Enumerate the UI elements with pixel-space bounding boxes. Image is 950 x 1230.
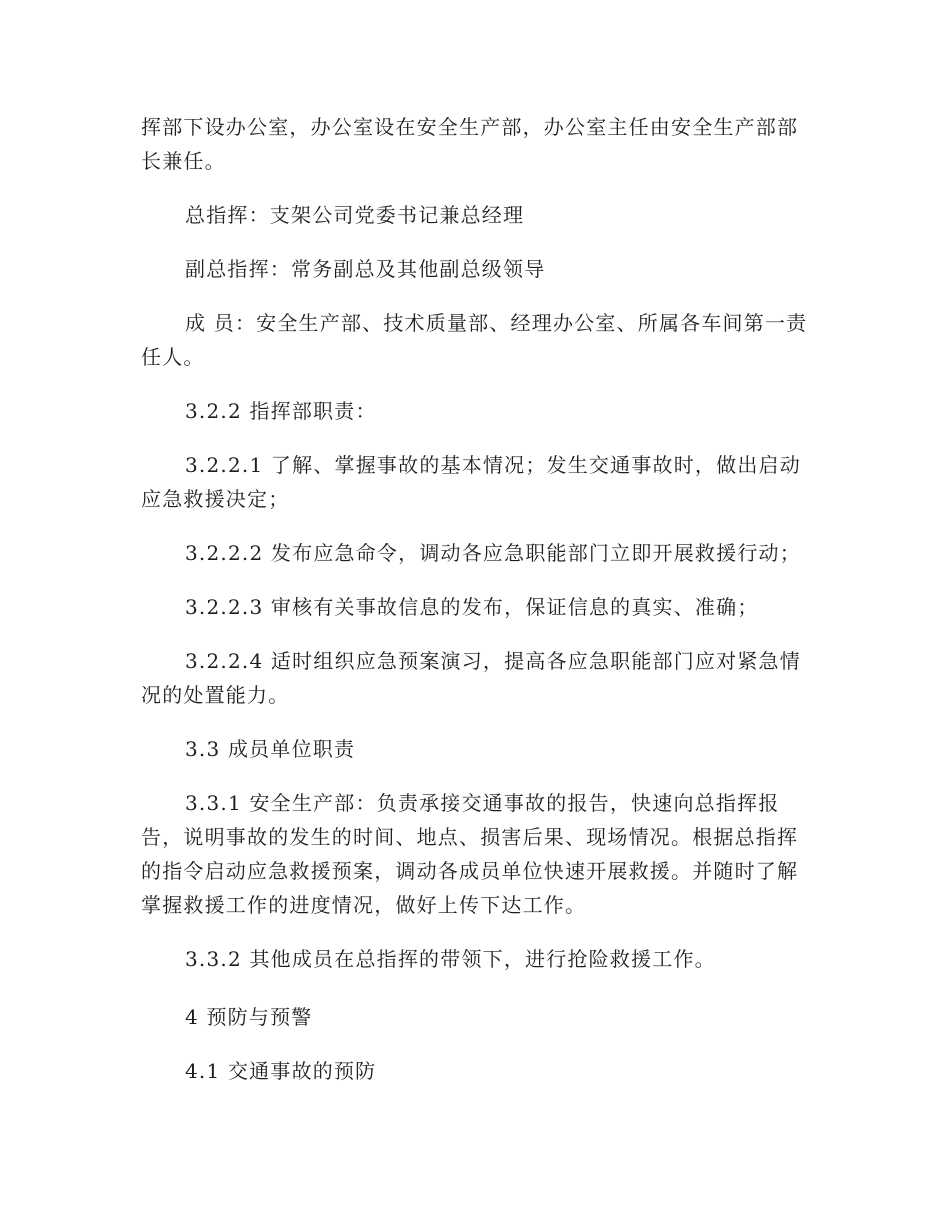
paragraph-3-2-2-1: 3.2.2.1 了解、掌握事故的基本情况；发生交通事故时，做出启动应急救援决定；: [141, 453, 801, 511]
paragraph-3-2-2-4: 3.2.2.4 适时组织应急预案演习，提高各应急职能部门应对紧急情况的处置能力。: [141, 649, 801, 707]
paragraph-members: 成 员：安全生产部、技术质量部、经理办公室、所属各车间第一责任人。: [141, 311, 808, 369]
heading-3-2-2: 3.2.2 指挥部职责：: [185, 399, 377, 423]
heading-4-1: 4.1 交通事故的预防: [185, 1059, 377, 1083]
paragraph-3-2-2-3: 3.2.2.3 审核有关事故信息的发布，保证信息的真实、准确；: [185, 595, 759, 619]
paragraph-3-3-2: 3.3.2 其他成员在总指挥的带领下，进行抢险救援工作。: [185, 947, 716, 971]
paragraph-3-2-2-2: 3.2.2.2 发布应急命令，调动各应急职能部门立即开展救援行动；: [185, 541, 801, 565]
paragraph-3-3-1: 3.3.1 安全生产部：负责承接交通事故的报告，快速向总指挥报告，说明事故的发生的时间、地点、损害后果、现场情况。根据总指挥的指令启动应急救援预案，调动各成员单位快速开展救援。并随时了解掌握救援工作的进度情况，做好上传下达工作。: [141, 791, 799, 917]
heading-4: 4 预防与预警: [185, 1005, 313, 1029]
heading-3-3: 3.3 成员单位职责: [185, 737, 356, 761]
paragraph-office-setup: 挥部下设办公室，办公室设在安全生产部，办公室主任由安全生产部部长兼任。: [141, 115, 799, 173]
paragraph-chief-commander: 总指挥：支架公司党委书记兼总经理: [185, 203, 525, 227]
paragraph-deputy-commander: 副总指挥：常务副总及其他副总级领导: [185, 257, 546, 281]
